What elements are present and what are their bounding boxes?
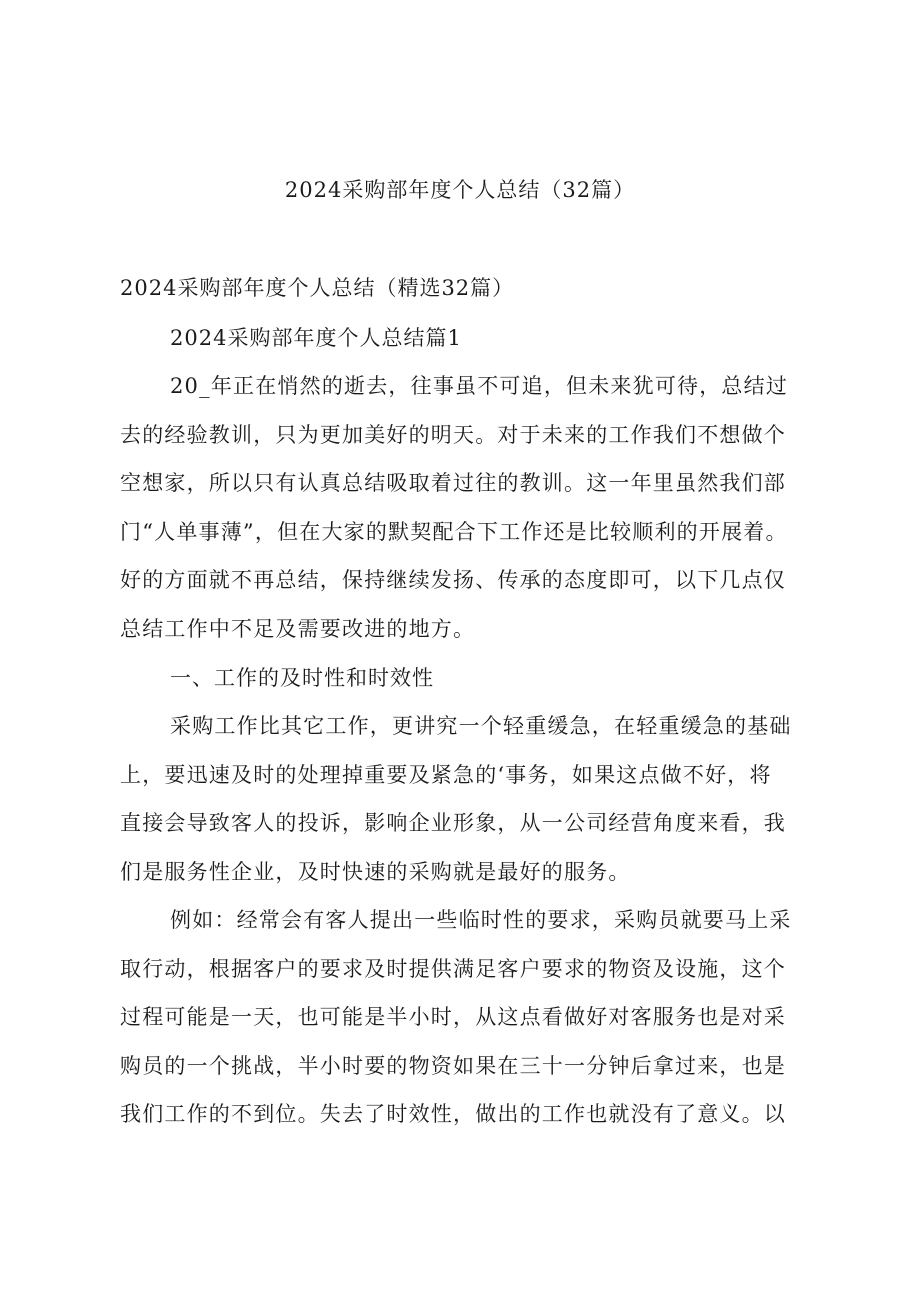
paragraph-example xyxy=(120,896,832,1139)
section-heading: 一、工作的及时性和时效性 xyxy=(170,666,434,690)
paragraph-line: 购员的一个挑战，半小时要的物资如果在三十一分钟后拿过来，也是 xyxy=(120,1053,786,1078)
paragraph-line: 空想家，所以只有认真总结吸取着过往的教训。这一年里虽然我们部 xyxy=(120,471,786,495)
paragraph-line: 20_年正在悄然的逝去，往事虽不可追，但未来犹可待，总结过 xyxy=(170,374,789,398)
paragraph-line: 取行动，根据客户的要求及时提供满足客户要求的物资及设施，这个 xyxy=(120,956,786,981)
article-title: 2024采购部年度个人总结篇1 xyxy=(170,326,462,350)
paragraph-line: 去的经验教训，只为更加美好的明天。对于未来的工作我们不想做个 xyxy=(120,422,786,447)
paragraph-line: 采购工作比其它工作，更讲究一个轻重缓急，在轻重缓急的基础 xyxy=(170,714,792,738)
paragraph-intro xyxy=(120,362,832,653)
paragraph-line: 直接会导致客人的投诉，影响企业形象，从一公司经营角度来看，我 xyxy=(120,811,786,835)
document-title: 2024采购部年度个人总结（32篇） xyxy=(284,178,636,202)
paragraph-line: 总结工作中不足及需要改进的地方。 xyxy=(120,616,476,641)
paragraph-line: 过程可能是一天，也可能是半小时，从这点看做好对客服务也是对采 xyxy=(120,1005,786,1029)
paragraph-line: 上，要迅速及时的处理掉重要及紧急的‘事务，如果这点做不好，将 xyxy=(120,762,772,787)
paragraph-line: 们是服务性企业，及时快速的采购就是最好的服务。 xyxy=(120,859,631,884)
paragraph-line: 我们工作的不到位。失去了时效性，做出的工作也就没有了意义。以 xyxy=(120,1102,786,1126)
paragraph-line: 门“人单事薄”，但在大家的默契配合下工作还是比较顺利的开展着。 xyxy=(120,519,788,544)
paragraph-line: 好的方面就不再总结，保持继续发扬、传承的态度即可，以下几点仅 xyxy=(120,568,786,592)
document-subtitle: 2024采购部年度个人总结（精选32篇） xyxy=(120,276,515,300)
paragraph-timeliness xyxy=(120,702,832,896)
paragraph-line: 例如：经常会有客人提出一些临时性的要求，采购员就要马上采 xyxy=(170,908,792,932)
